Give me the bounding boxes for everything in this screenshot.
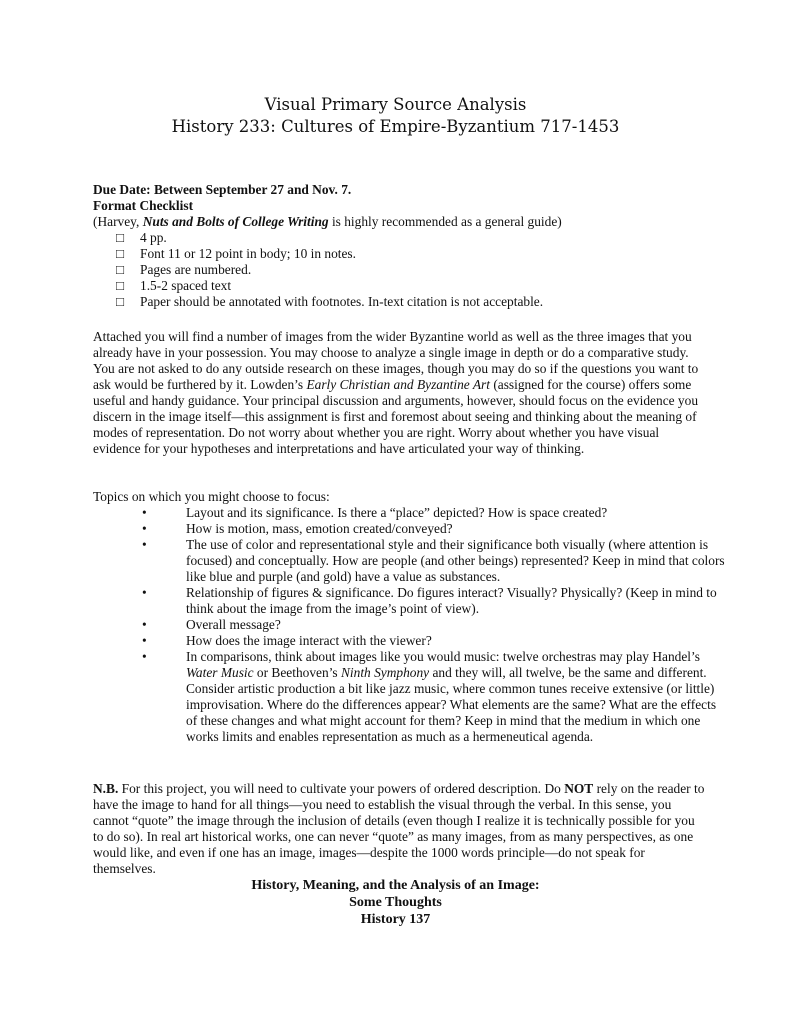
topics-heading: Topics on which you might choose to focus: <box>93 489 330 504</box>
guide-prefix: (Harvey, <box>93 214 143 229</box>
checklist-item <box>116 294 543 310</box>
bullet-icon: • <box>142 617 147 632</box>
intro-paragraph <box>93 329 705 457</box>
topic-text: The use of color and representational style and their significance both visually (where attention is focused) and conceptually. How are people (and other beings) represented? Keep in mind that colors like blue and purple (and gold) have a value as substances. <box>186 537 725 584</box>
topic-text: How is motion, mass, emotion created/conveyed? <box>186 521 453 536</box>
nb-emphasis: NOT <box>564 781 594 796</box>
topic-item <box>142 521 726 537</box>
checklist-item-text: 1.5-2 spaced text <box>140 278 232 293</box>
nb-label: N.B. <box>93 781 119 796</box>
due-date: Due Date: Between September 27 and Nov. 7. <box>93 182 352 197</box>
checkbox-icon: □ <box>116 246 125 261</box>
checklist-heading: Format Checklist <box>93 198 194 213</box>
checklist-item <box>116 230 543 246</box>
checklist-item-text: Pages are numbered. <box>140 262 252 277</box>
checklist-item <box>116 262 543 278</box>
format-section <box>93 182 705 230</box>
bullet-icon: • <box>142 585 147 600</box>
nb-paragraph <box>93 781 705 877</box>
checklist-item <box>116 246 543 262</box>
topic-item <box>142 505 726 521</box>
intro-text: (assigned for the course) offers some useful and handy guidance. Your principal discussion and arguments, however, should focus on the evidence you discern in the image itself—this assignment is first and foremost about seeing and thinking about the meaning of modes of representation. Do not worry about whether you are right. Worry about whether you have visual evidence for your hypotheses and interpretations and have articulated your way of thinking. <box>93 377 699 456</box>
bullet-icon: • <box>142 521 147 536</box>
guide-book-title: Nuts and Bolts of College Writing <box>142 214 329 229</box>
section-subtitle: Some Thoughts <box>349 895 442 910</box>
section-title: History, Meaning, and the Analysis of an Image: <box>251 878 540 893</box>
checklist-item-text: Font 11 or 12 point in body; 10 in notes. <box>140 246 356 261</box>
bullet-icon: • <box>142 633 147 648</box>
topic-text: In comparisons, think about images like you would music: twelve orchestras may play Handel’s <box>186 649 700 664</box>
topic-text: or Beethoven’s <box>253 665 341 680</box>
topic-text: Overall message? <box>186 617 281 632</box>
checkbox-icon: □ <box>116 230 125 245</box>
nb-text: rely on the reader to have the image to hand for all things—you need to establish the visual through the verbal. In this sense, you cannot “quote” the image through the inclusion of details (even though I realize it is technically possible for you to do so). In real art historical works, one can never “quote” as many images, from as many perspectives, as one would like, and even if one has an image, images—despite the 1000 words principle—do not speak for themselves. <box>93 781 705 876</box>
bullet-icon: • <box>142 649 147 664</box>
checklist-item-text: Paper should be annotated with footnotes. In-text citation is not acceptable. <box>140 294 544 309</box>
topic-text: and they will, all twelve, be the same and different. Consider artistic production a bit like jazz music, where common tunes receive extensive (or little) improvisation. Where do the differences appear? What elements are the same? What are the effects of these changes and what might account for them? Keep in mind that the medium in which one works limits and enables representation as much as a hermeneutical agenda. <box>186 665 717 744</box>
checklist-item-text: 4 pp. <box>140 230 167 245</box>
topic-item <box>142 633 726 649</box>
checkbox-icon: □ <box>116 262 125 277</box>
topic-item <box>142 537 726 585</box>
checkbox-icon: □ <box>116 278 125 293</box>
format-checklist <box>116 230 543 310</box>
topic-item <box>142 649 726 745</box>
page-subtitle: History 233: Cultures of Empire-Byzantium 717-1453 <box>171 117 620 136</box>
guide-note <box>93 214 705 230</box>
intro-text: Attached you will find a number of images from the wider Byzantine world as well as the three images that you already have in your possession. You may choose to analyze a single image in depth or do a comparative study. You are not asked to do any outside research on these images, though you may do so if the questions you want to ask would be furthered by it. Lowden’s <box>93 329 699 392</box>
checkbox-icon: □ <box>116 294 125 309</box>
topic-item <box>142 617 726 633</box>
music-title: Water Music <box>186 665 254 680</box>
book-title: Early Christian and Byzantine Art <box>306 377 490 392</box>
guide-suffix: is highly recommended as a general guide) <box>328 214 562 229</box>
topic-text: Layout and its significance. Is there a “place” depicted? How is space created? <box>186 505 608 520</box>
nb-text: For this project, you will need to cultivate your powers of ordered description. Do <box>118 781 565 796</box>
bullet-icon: • <box>142 505 147 520</box>
bullet-icon: • <box>142 537 147 552</box>
topics-list <box>142 505 726 745</box>
page-title: Visual Primary Source Analysis <box>264 95 527 114</box>
topic-text: Relationship of figures & significance. Do figures interact? Visually? Physically? (Keep in mind to think about the image from the image’s point of view). <box>186 585 717 616</box>
topic-text: How does the image interact with the viewer? <box>186 633 432 648</box>
music-title: Ninth Symphony <box>340 665 430 680</box>
course-number: History 137 <box>360 912 431 927</box>
topic-item <box>142 585 726 617</box>
checklist-item <box>116 278 543 294</box>
